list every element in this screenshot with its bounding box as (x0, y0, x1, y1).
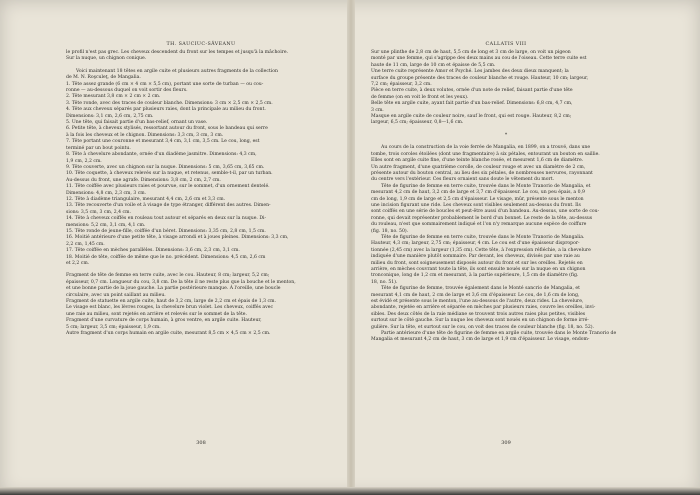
text-line: 3 cm. (371, 107, 384, 113)
catalog-item-line: 12. Tête à diadème triangulaire, mesurant 4,4 cm, 2,6 cm et 3,3 cm. (66, 196, 226, 202)
text-line: Sur la nuque, un chignon conique. (66, 56, 147, 62)
left-page-body (66, 50, 336, 337)
paragraph-line: sibles. Des deux côtés de la raie médiane se trouvent trois autres raies plus petites, visibles (371, 311, 586, 317)
left-page (66, 32, 336, 462)
text-line: le profil n'est pas grec. Les cheveux descendent du front sur les tempes et jusqu'à la mâchoire. (66, 50, 289, 55)
catalog-item-line: Au-dessus du front, une agrafe. Dimensions: 3,8 cm, 2 cm, 2,7 cm. (66, 177, 221, 183)
paragraph-line: sont coiffés en une série de boucles et peut-être aussi d'un bandeau. Au-dessus, une sorte de cou- (371, 209, 600, 215)
page-number-right: 309 (501, 440, 511, 446)
fragment-line: et une bonne partie de la joue gauche. La partie postérieure manque. À l'oreille, une boucle (66, 286, 281, 292)
catalog-item-line: 18. Moitié de tête, coiffée de même que le no. précédent. Dimensions: 4,5 cm, 2,6 cm (66, 254, 266, 260)
page-edge (0, 487, 700, 495)
paragraph (371, 331, 641, 344)
intro-line: Voici maintenant 18 têtes en argile cuite et plusieurs autres fragments de la collection (76, 68, 278, 74)
right-page (371, 32, 641, 462)
paragraph-line: surtout sur le côté gauche. Sur la nuque les cheveux sont noués en un chignon de forme irré- (371, 318, 589, 324)
paragraph-line: gulière. Sur la tête, et surtout sur le cou, on voit des traces de couleur blanche (fig. 18, no. 52). (371, 324, 594, 330)
paragraph-line: cm de long, 1,9 cm de large et 2,5 cm d'épaisseur. Le visage, mûr, présente sous le menton (371, 196, 584, 202)
paragraph-line: Au cours de la construction de la voie ferrée de Mangalia, en 1899, on a trouvé, dans une (381, 145, 591, 151)
catalog-item-line: 8. Tête à chevelure abondante, ornée d'un diadème jasmitre. Dimensions: 4,3 cm, (66, 152, 257, 158)
catalog-item-line: 7. Tête portant une couronne et mesurant 3,4 cm, 3,1 cm, 3,5 cm. Le cou, long, est (66, 139, 260, 145)
running-head-right: CALLATIS VIII (485, 42, 527, 47)
paragraph (371, 145, 641, 183)
paragraph (371, 184, 641, 235)
catalog-item-line: 1. Tête assez grande (6 cm × 4 cm × 5,5 cm), portant une sorte de turban — ou cou- (66, 81, 264, 87)
text-line: Une terre cuite représente Amor et Psyché. Les jambes des deux dieux manquent; la (371, 69, 569, 75)
catalog-item-line: 4. Tête aux cheveux séparés par plusieurs raies, dont la principale au milieu du front. (66, 107, 266, 113)
paragraph-line: mesurant 4,2 cm de haut, 3,2 cm de large et 3,7 cm d'épaisseur. Le cou, un peu épais, a 0,9 (371, 190, 585, 196)
paragraph-line: arrière, en mèches couvrant toute la tête, ils sont ensuite noués sur la nuque en un chignon (371, 267, 586, 272)
paragraph-line: tionnée (2,45 cm) avec la largeur (1,35 cm). Cette tête, à l'expression réfléchie, a la chevelure (371, 247, 591, 253)
page-number-left: 308 (196, 440, 206, 446)
text-line: Pièce en terre cuite, à deux volutes, ornée d'un note de relief, faisant partie d'une tête (371, 88, 573, 94)
catalog-item-line: 3. Tête ronde, avec des traces de couleur blanche. Dimensions: 3 cm × 2,5 cm × 2,5 cm. (66, 100, 273, 106)
catalog-item-line: 2,2 cm, 1,45 cm. (66, 241, 105, 247)
paragraph-line: Elles sont en argile cuite fine, d'une teinte blanche rosée, et mesurent 1,6 cm de diamètre. (371, 158, 584, 164)
catalog-item-line: terminé par un bout pointu. (66, 145, 131, 151)
fragment-line: une raie au milieu, sont rejetés en arrière et relevés sur le sommet de la tête. (66, 311, 247, 317)
catalog-item-line: 10. Tête coquette, à cheveux relevés sur la nuque, et retenus, semble-t-il, par un turban. (66, 171, 273, 177)
text-line: 7,2 cm; épaisseur, 3,2 cm. (371, 82, 432, 88)
catalog-item-line: 9. Tête couverte, avec un chignon sur la nuque. Dimensions: 5 cm, 3,65 cm, 3,65 cm. (66, 164, 265, 170)
right-page-body (371, 50, 641, 344)
paragraph-line: milieu du front, sont soigneusement disposés autour du front et sur les oreilles. Rejetés en (371, 260, 583, 266)
catalog-item-line: et 2,2 cm. (66, 261, 90, 266)
paragraph-line: indiquée d'une manière plutôt sommaire. Par devant, les cheveux, divisés par une raie au (371, 254, 580, 260)
section-mark: * (504, 132, 508, 138)
paragraph-line: Un autre fragment, d'une quatrième corolle, de couleur rouge et avec un diamètre de 2 cm, (371, 164, 586, 170)
left-top-text (66, 50, 336, 63)
left-fragments-text (66, 273, 336, 337)
paragraph-line: une incision figurant une ride. Les cheveux sont visibles seulement au-dessus du front. Ils (371, 202, 581, 208)
catalog-item-line: mensions: 5,2 cm, 3,1 cm, 4,1 cm. (66, 222, 146, 228)
paragraph-line: tombe, trois coroles étoilées (dont une fragmentaire) à six pétales, entourant un bouton en saillie. (371, 151, 600, 157)
paragraph (371, 235, 641, 286)
text-line: surface du groupe présente des traces de couleur blanche et rouge. Hauteur, 10 cm; largeur, (371, 75, 589, 81)
fragment-line: 5 cm; largeur, 3,5 cm; épaisseur, 1,9 cm. (66, 324, 161, 330)
catalog-item-line: 17. Tête coiffée en mèches parallèles. Dimensions: 3,6 cm, 2,3 cm, 3,1 cm. (66, 248, 240, 254)
paragraph-line: Tête de figurine de femme en terre cuite, trouvée dans le Monte Tranorio de Mangalia. (381, 234, 585, 240)
paragraph-line: Hauteur, 4,3 cm; largeur, 2,75 cm; épaisseur, 4 cm. Le cou est d'une épaisseur dispropor- (371, 241, 580, 247)
text-line: Belle tête en argile cuite, ayant fait partie d'un bas-relief. Dimensions: 6,8 cm, 4,7 cm, (371, 101, 573, 107)
catalog-item-line: à la fois les cheveux et le chignon. Dimensions: 3,3 cm, 3 cm, 3 cm. (66, 132, 224, 138)
fragment-line: circulaire, avec un point saillant au milieu. (66, 292, 166, 298)
text-line: Sur une plinthe de 2,8 cm de haut, 5,5 cm de long et 3 cm de large, on voit un pigeon (371, 50, 571, 55)
catalog-item-line: 14. Tête à cheveux coiffés en rouleau tout autour et séparés en deux sur la nuque. Di- (66, 216, 267, 222)
right-top-text (371, 50, 641, 127)
catalog-item-line: 5. Une tête, qui faisait partie d'un bas-relief, ornant un vase. (66, 120, 208, 126)
paragraph-line: est évidé et présente sous le menton, l'une au-dessous de l'autre, deux rides. La chevelure, (371, 299, 584, 305)
book-spine (347, 0, 355, 495)
paragraph-line: du centre vers l'extérieur. Ces fleurs ornaient sans doute le vêtement du mort. (371, 177, 555, 183)
catalog-item-line: 2. Tête mesurant 3,8 cm × 2 cm × 2 cm. (66, 94, 161, 100)
paragraph-line: Partie antérieure d'une tête de figurine de femme en argile cuite, trouvée dans le Monte Tranorio de (381, 331, 617, 337)
paragraph-line: (fig. 18, no. 50). (371, 228, 409, 234)
fragment-line: Autre fragment d'un corps humain en argile cuite, mesurant 8,5 cm × 4,5 cm × 2,5 cm. (66, 331, 271, 337)
fragment-line: Fragment de statuette en argile cuite, haut de 3,2 cm, large de 2,2 cm et épais de 1,3 cm. (66, 299, 276, 305)
catalog-item-line: sions: 3,5 cm, 3 cm, 2,4 cm. (66, 209, 131, 215)
paragraph-line: abondante, rejetée en arrière et séparée en mèches par plusieurs raies, couvre les oreilles, invi- (371, 305, 596, 311)
fragment-line: épaisseur, 0,7 cm. Longueur du cou, 3,8 cm. De la tête il ne reste plus que la bouche et le menton, (66, 279, 296, 285)
catalog-item-line: Dimensions: 4,8 cm, 2,3 cm, 3 cm. (66, 190, 147, 196)
catalog-item-line: 15. Tête ronde de jeune-fille, coiffée d'un béret. Dimensions: 3,35 cm, 2,8 cm, 1,5 cm. (66, 228, 266, 234)
paragraph-line: ronne, qui devait représenter probablement le bord d'un bonnet. Le reste de la tête, au-dessus (371, 215, 593, 221)
text-line: Masque en argile cuite de couleur noire, sauf le front, qui est rouge. Hauteur, 8,2 cm; (371, 114, 572, 120)
catalog-item-line: Dimensions: 3,1 cm, 2,6 cm, 2,75 cm. (66, 113, 154, 119)
paragraph-line: Tête de figurine de femme en terre cuite, trouvée dans le Monte Tranorio de Mangalia, et (381, 183, 591, 189)
paragraph-line: présente autour du bouton central, au lieu des six pétales, de nombreuses nervures, rayonnant (371, 170, 593, 176)
catalog-item-line: 6. Petite tête, à cheveux stylisés, ressortant autour du front, sous le bandeau qui serre (66, 126, 268, 132)
left-items-list (66, 82, 336, 268)
fragment-line: Le visage est blanc, les lèvres rouges, la chevelure brun violet. Les cheveux, coiffés avec (66, 305, 274, 311)
paragraph-line: tronconique, long de 1,2 cm et mesurant, à la partie supérieure, 1,5 cm de diamètre (fig. (371, 273, 579, 279)
catalog-item-line: 11. Tête coiffée avec plusieurs raies et pourvue, sur le sommet, d'un ornement dentelé. (66, 184, 270, 190)
running-head-left: TH. SAUCIUC-SĂVEANU (166, 42, 236, 47)
catalog-item-line: 1,9 cm, 2,2 cm. (66, 158, 102, 164)
paragraph (371, 286, 641, 331)
text-line: haute de 11 cm, large de 10 cm et épaisse de 5,5 cm. (371, 62, 496, 68)
catalog-item-line: 16. Moitié antérieure d'une petite tête, à visage arrondi et à joues pleines. Dimensions: 3,3 cm, (66, 235, 289, 241)
text-line: monté par une femme, qui s'agrippe des deux mains au cou de l'oiseau. Cette terre cuite est (371, 56, 587, 62)
catalog-item-line: ronne — au-dessous duquel on voit sortir des fleurs. (66, 88, 188, 94)
paragraph-line: mesurant 4,1 cm de haut, 2 cm de large et 3,6 cm d'épaisseur. Le cou, de 1,6 cm de long, (371, 292, 580, 298)
fragment-line: Fragment d'une curvature de corps humain, à gros ventre, en argile cuite. Hauteur, (66, 318, 262, 324)
right-paragraphs (371, 145, 641, 344)
paragraph-line: Mangalia et mesurant 4,2 cm de haut, 3 cm de large et 1,9 cm d'épaisseur. Le visage, endom- (371, 337, 590, 343)
paragraph-line: du rouleau, n'est que sommairement indiqué et l'on n'y remarque aucune espèce de coiffure (371, 222, 587, 228)
text-line: largeur, 6,5 cm; épaisseur, 0,8—1,6 cm. (371, 120, 464, 126)
text-line: de femme (on en voit le front et les yeux). (371, 94, 469, 100)
paragraph-line: 18, no. 51). (371, 279, 398, 285)
left-intro-text (66, 69, 336, 82)
intro-line: de M. N. Roşculeţ, de Mangalia. (66, 75, 141, 81)
catalog-item-line: 13. Tête recouverte d'un voile et à visage de type étranger, différent des autres. Dimen- (66, 203, 271, 209)
fragment-line: Fragment de tête de femme en terre cuite, avec le cou. Hauteur, 8 cm; largeur, 5,2 cm; (66, 273, 270, 279)
paragraph-line: Tête de figurine de femme, trouvée également dans le Monté sancrio de Mangalia, et (381, 286, 580, 292)
